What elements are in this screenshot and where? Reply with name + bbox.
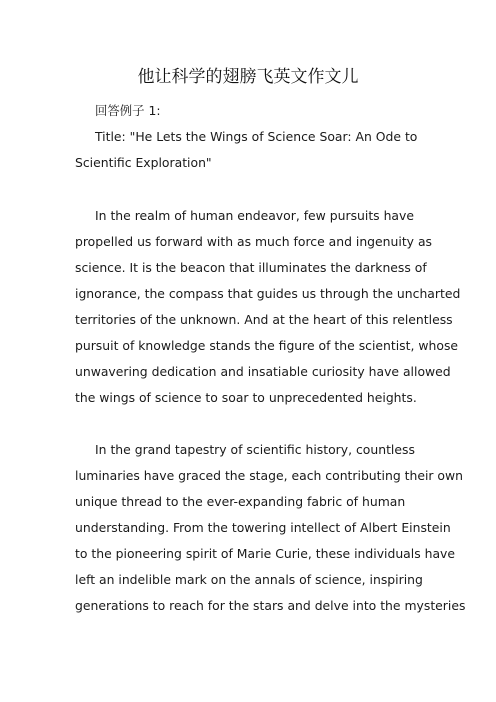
essay-title-line: Scientific Exploration" [75,155,212,170]
document-title: 他让科学的翅膀飞英文作文儿 [137,67,359,87]
paragraph-line: propelled us forward with as much force and ingenuity as [75,234,432,249]
paragraph-line: ignorance, the compass that guides us through the uncharted [75,286,461,301]
paragraph-line: luminaries have graced the stage, each contributing their own [75,468,463,483]
paragraph-line: In the grand tapestry of scientific history, countless [95,442,415,457]
paragraph-line: science. It is the beacon that illuminates the darkness of [75,260,427,275]
paragraph-line: pursuit of knowledge stands the figure of the scientist, whose [75,338,459,353]
paragraph-line: the wings of science to soar to unprecedented heights. [75,390,417,405]
paragraph-line: understanding. From the towering intellect of Albert Einstein [75,520,451,535]
paragraph-line: unique thread to the ever-expanding fabric of human [75,494,406,509]
paragraph-line: unwavering dedication and insatiable curiosity have allowed [75,364,451,379]
paragraph-line: left an indelible mark on the annals of science, inspiring [75,572,423,587]
paragraph-line: In the realm of human endeavor, few pursuits have [95,208,414,223]
paragraph-line: to the pioneering spirit of Marie Curie, these individuals have [75,546,456,561]
paragraph-line: generations to reach for the stars and delve into the mysteries [75,598,466,613]
essay-title-line: Title: "He Lets the Wings of Science Soar: An Ode to [95,129,418,144]
example-label: 回答例子 1: [95,103,161,118]
paragraph-line: territories of the unknown. And at the heart of this relentless [75,312,453,327]
